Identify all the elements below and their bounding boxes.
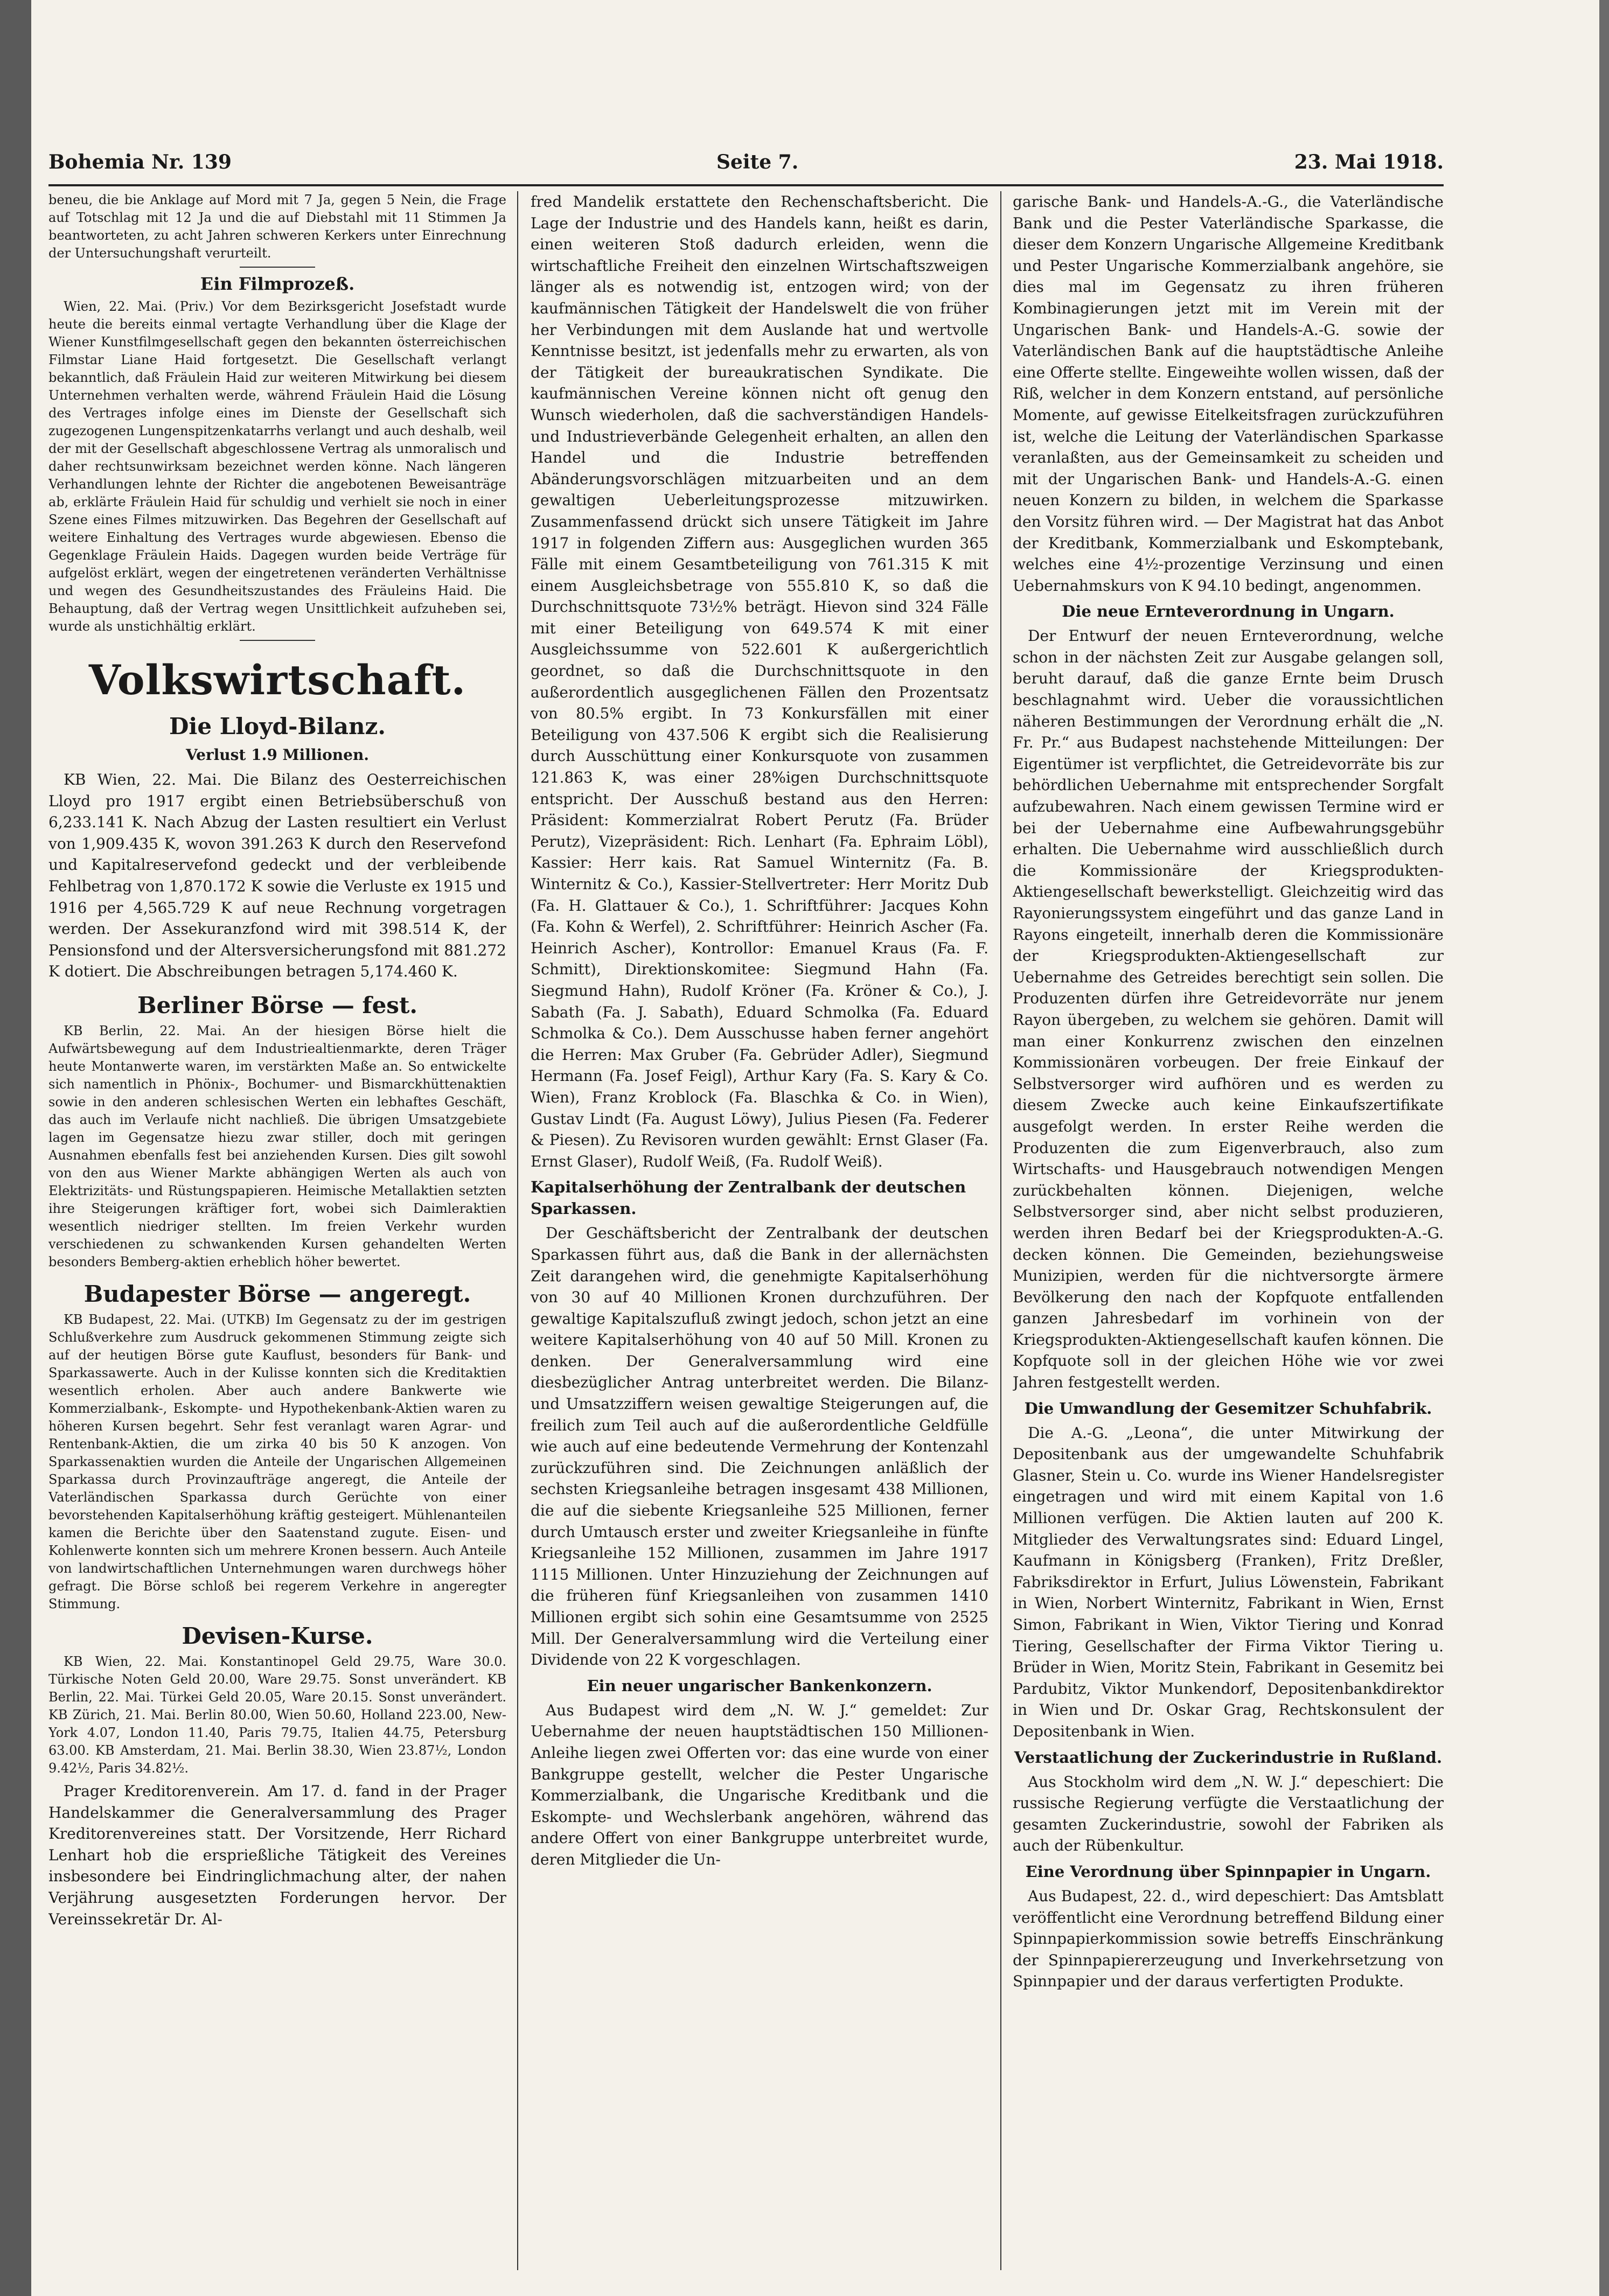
section-title-volkswirtschaft: Volkswirtschaft. — [88, 656, 466, 704]
article-title-spinnpapier: Eine Verordnung über Spinnpapier in Ungarn. — [1025, 1862, 1431, 1881]
article-title-bankkonzern: Ein neuer ungarischer Bankenkonzern. — [587, 1676, 932, 1695]
scan-edge-right — [1599, 0, 1609, 2296]
column-rule-2 — [1000, 191, 1001, 2270]
article-title-schuhfabrik: Die Umwandlung der Gesemitzer Schuhfabrik. — [1024, 1399, 1432, 1418]
divider — [240, 640, 315, 641]
article-text-kreditorenverein: Prager Kreditorenverein. Am 17. d. fand in der Prager Handelskammer die Generalversammlung des Prager Kreditorenvereines statt. Der Vorsitzende, Herr Richard Lenhart hob die ersprießliche Tätigkeit des Vereines insbesondere bei Eindringlichmachung alter, der nahen Verjährung ausgesetzten Forderungen hervor. Der Vereinssekretär Dr. Al- — [48, 1782, 506, 1928]
article-text-bankkonzern-cont: garische Bank- und Handels-A.-G., die Vaterländische Bank und die Pester Vaterländische Sparkasse, die dieser dem Konzern Ungarische Allgemeine Kreditbank und Pester Ungarische Kommerzialbank angehöre, sie dies mal im Gegensatz zu ihren früheren Kombinagierungen jetzt mit im Verein mit der Ungarischen Bank- und Handels-A.-G. sowie der Vaterländischen Bank auf die hauptstädtische Anleihe eine Offerte stellte. Eingeweihte wollen wissen, daß der Riß, welcher in dem Konzern entstand, auf persönliche Momente, auf gewisse Eitelkeitsfragen zurückzuführen ist, welche die Leitung der Vaterländischen Sparkasse veranlaßten, aus der Gemeinsamkeit zu scheiden und mit der Ungarischen Bank- und Handels-A.-G. einen neuen Konzern zu bilden, in welchem die Sparkasse den Vorsitz führen wird. — Der Magistrat hat das Anbot der Kreditbank, Kommerzialbank und Eskomptebank, welches eine 4½-prozentige Verzinsung und einen Uebernahmskurs von K 94.10 bedingt, angenommen. — [1013, 193, 1444, 595]
article-text-filmprozess: Wien, 22. Mai. (Priv.) Vor dem Bezirksgericht Josefstadt wurde heute die bereits einmal vertagte Verhandlung über die Klage der Wiener Kunstfilmgesellschaft gegen den bekannten österreichischen Filmstar Liane Haid fortgesetzt. Die Gesellschaft verlangt bekanntlich, daß Fräulein Haid zur weiteren Mitwirkung bei diesem Unternehmen verhalten werde, während Fräulein Haid die Lösung des Vertrages infolge eines im Dienste der Gesellschaft sich zugezogenen Lungenspitzenkatarrhs verlangt und auch deshalb, weil der mit der Gesellschaft abgeschlossene Vertrag als unmoralisch und daher rechtsunwirksam bezeichnet werden könne. Nach längeren Verhandlungen lehnte der Richter die angebotenen Beweisanträge ab, erklärte Fräulein Haid für schuldig und verhielt sie noch in einer Szene eines Filmes mitzuwirken. Das Begehren der Gesellschaft auf weitere Einhaltung des Vertrages wurde abgewiesen. Ebenso die Gegenklage Fräulein Haids. Dagegen wurden beide Verträge für aufgelöst erklärt, wegen der eingetretenen veränderten Verhältnisse und wegen des Gesundheitszustandes des Fräuleins Haid. Die Behauptung, daß der Vertrag wegen Unsittlichkeit aufzuheben sei, wurde als unstichhältig erklärt. — [48, 299, 506, 634]
article-text-lloyd: KB Wien, 22. Mai. Die Bilanz des Oesterreichischen Lloyd pro 1917 ergibt einen Betriebsüberschuß von 6,233.141 K. Nach Abzug der Lasten resultiert ein Verlust von 1,909.435 K, wovon 391.263 K durch den Reservefond und Kapitalreservefond gedeckt und der verbleibende Fehlbetrag von 1,870.172 K sowie die Verluste ex 1915 und 1916 per 4,565.729 K auf neue Rechnung vorgetragen werden. Der Assekuranzfond wird mit 398.514 K, der Pensionsfond und der Altersversicherungsfond mit 881.272 K dotiert. Die Abschreibungen betragen 5,174.460 K. — [48, 771, 506, 981]
header-rule — [48, 184, 1444, 186]
article-title-filmprozess: Ein Filmprozeß. — [200, 274, 355, 294]
column-3 — [1013, 191, 1444, 2270]
column-rule-1 — [517, 191, 518, 2270]
column-2 — [531, 191, 988, 2270]
header-date: 23. Mai 1918. — [1294, 151, 1444, 173]
column-1 — [48, 191, 506, 2270]
article-text-schuhfabrik: Die A.-G. „Leona“, die unter Mitwirkung der Depositenbank aus der umgewandelte Schuhfabrik Glasner, Stein u. Co. wurde ins Wiener Handelsregister eingetragen und wird mit einem Kapital von 1.6 Millionen verfügen. Die Aktien lauten auf 200 K. Mitglieder des Verwaltungsrates sind: Eduard Lingel, Kaufmann in Königsberg (Franken), Fritz Dreßler, Fabriksdirektor in Erfurt, Julius Löwenstein, Fabrikant in Wien, Norbert Winternitz, Fabrikant in Wien, Ernst Simon, Fabrikant in Wien, Viktor Tiering und Konrad Tiering, Gesellschafter der Firma Viktor Tiering u. Brüder in Wien, Moritz Stein, Fabrikant in Gesemitz bei Pardubitz, Viktor Munkendorf, Depositenbankdirektor in Wien und Dr. Oskar Grag, Rechtskonsulent der Depositenbank in Wien. — [1013, 1423, 1444, 1740]
article-text-zuckerindustrie: Aus Stockholm wird dem „N. W. J.“ depeschiert: Die russische Regierung verfügte die Verstaatlichung der gesamten Zuckerindustrie, sowohl der Fabriken als auch der Rübenkultur. — [1013, 1772, 1444, 1855]
article-title-ernteverordnung: Die neue Ernteverordnung in Ungarn. — [1062, 602, 1395, 621]
article-text-spinnpapier: Aus Budapest, 22. d., wird depeschiert: Das Amtsblatt veröffentlicht eine Verordnung betreffend Bildung einer Spinnpapierkommission sowie betreffs Einschränkung der Spinnpapiererzeugung und Inverkehrsetzung von Spinnpapier und der daraus verfertigten Produkte. — [1013, 1887, 1444, 1991]
divider — [240, 267, 315, 268]
article-text-bankkonzern: Aus Budapest wird dem „N. W. J.“ gemeldet: Zur Uebernahme der neuen hauptstädtischen 150 Millionen-Anleihe liegen zwei Offerten vor: das eine wurde von einer Bankgruppe gestellt, welcher die Pester Ungarische Kommerzialbank, die Ungarische Kreditbank und die Eskompte- und Wechslerbank angehören, während das andere Offert von einer Bankgruppe unterbreitet wurde, deren Mitglieder die Un- — [531, 1701, 988, 1868]
article-text-budapest: KB Budapest, 22. Mai. (UTKB) Im Gegensatz zu der im gestrigen Schlußverkehre zum Ausdruck gekommenen Stimmung zeigte sich auf der heutigen Börse gute Kauflust, besonders für Bank- und Sparkassawerte. Auch in der Kulisse konnten sich die Kreditaktien wesentlich erholen. Aber auch andere Bankwerte wie Kommerzialbank-, Eskompte- und Hypothekenbank-Aktien waren zu höheren Kursen begehrt. Sehr fest veranlagt waren Agrar- und Rentenbank-Aktien, die um zirka 40 bis 50 K anzogen. Von Sparkassenaktien wurden die Anteile der Ungarischen Allgemeinen Sparkassa durch Provinzaufträge angeregt, die Anteile der Vaterländischen Sparkassa durch Gerüchte von einer bevorstehenden Kapitalserhöhung kräftig gesteigert. Mühlenanteilen kamen die Berichte über den Saatenstand zugute. Eisen- und Kohlenwerte konnten sich um mehrere Kronen bessern. Auch Anteile von landwirtschaftlichen Unternehmungen waren durchwegs höher gefragt. Die Börse schloß bei regerem Verkehre in angeregter Stimmung. — [48, 1311, 506, 1611]
article-text-ernteverordnung: Der Entwurf der neuen Ernteverordnung, welche schon in der nächsten Zeit zur Ausgabe gelangen soll, beruht darauf, daß die ganze Ernte beim Drusch beschlagnahmt wird. Ueber die voraussichtlichen näheren Bestimmungen der Verordnung erhält die „N. Fr. Pr.“ aus Budapest nachstehende Mitteilungen: Der Eigentümer ist verpflichtet, die Getreidevorräte bis zur behördlichen Uebernahme mit entsprechender Sorgfalt aufzubewahren. Nach einem gewissen Termine wird er bei der Uebernahme eine Aufbewahrungsgebühr erhalten. Die Uebernahme wird ausschließlich durch die Kommissionäre der Kriegsprodukten-Aktiengesellschaft bewerkstelligt. Gleichzeitig wird das Rayonierungssystem eingeführt und das ganze Land in Rayons eingeteilt, innerhalb deren die Kommissionäre der Kriegsprodukten-Aktiengesellschaft zur Uebernahme des Getreides berechtigt sein sollen. Die Produzenten dürfen ihre Getreidevorräte nur jenem Rayon übergeben, zu welchem sie gehören. Damit will man einer Konkurrenz zwischen den einzelnen Kommissionären vorbeugen. Der freie Einkauf der Selbstversorger wird aufhören und es werden zu diesem Zwecke auch keine Einkaufszertifikate ausgefolgt werden. In erster Reihe werden die Produzenten die zum Eigenverbrauch, also zum Wirtschafts- und Hausgebrauch notwendigen Mengen zurückbehalten können. Diejenigen, welche Selbstversorger sind, aber nicht selbst produzieren, werden ihren Bedarf bei der Kriegsprodukten-A.-G. decken können. Die Gemeinden, beziehungsweise Munizipien, werden für die nichtversorgte ärmere Bevölkerung den nach der Kopfquote entfallenden ganzen Jahresbedarf im vorhinein von der Kriegsprodukten-Aktiengesellschaft kaufen können. Die Kopfquote soll in der gleichen Höhe wie vor zwei Jahren festgestellt werden. — [1013, 627, 1444, 1392]
article-text-zentralbank: Der Geschäftsbericht der Zentralbank der deutschen Sparkassen führt aus, daß die Bank in der allernächsten Zeit darangehen wird, die genehmigte Kapitalserhöhung von 30 auf 40 Millionen Kronen durchzuführen. Der gewaltige Kapitalszufluß zwingt jedoch, schon jetzt an eine weitere Kapitalserhöhung von 40 auf 50 Mill. Kronen zu denken. Der Generalversammlung wird eine diesbezüglicher Antrag unterbreitet werden. Die Bilanz- und Umsatzziffern weisen gewaltige Steigerungen auf, die freilich zum Teil auch auf die außerordentliche Geldfülle wie auch auf eine bedeutende Vermehrung der Kontenzahl zurückzuführen sind. Die Zeichnungen anläßlich der sechsten Kriegsanleihe betragen insgesamt 438 Millionen, die auf die siebente Kriegsanleihe 525 Millionen, ferner durch Umtausch erster und zweiter Kriegsanleihe in fünfte Kriegsanleihe 152 Millionen, zusammen im Jahre 1917 1115 Millionen. Unter Hinzuziehung der Zeichnungen auf die früheren fünf Kriegsanleihen von zusammen 1410 Millionen ergibt sich sohin eine Gesamtsumme von 2525 Mill. Der Generalversammlung wird die Verteilung einer Dividende von 22 K vorgeschlagen. — [531, 1224, 988, 1669]
article-text-berlin: KB Berlin, 22. Mai. An der hiesigen Börse hielt die Aufwärtsbewegung auf dem Industriealtienmarkte, deren Träger heute Montanwerte waren, im verstärkten Maße an. So entwickelte sich namentlich in Phönix-, Bochumer- und Bismarckhüttenaktien sowie in den anderen schlesischen Werten ein lebhaftes Geschäft, das auch im Verlaufe nicht nachließ. Die übrigen Umsatzgebiete lagen im Gegensatze hiezu zwar stiller, doch mit geringen Ausnahmen ebenfalls fest bei anziehenden Kursen. Dies gilt sowohl von den aus Wiener Markte abhängigen Werten als auch von Elektrizitäts- und Rüstungspapieren. Heimische Metallaktien setzten ihre Steigerungen kräftiger fort, wobei sich Daimleraktien wesentlich niedriger stellten. Im freien Verkehr wurden verschiedenen zu schwankenden Kursen gehandelten Werten besonders Bemberg-aktien erheblich höher bewertet. — [48, 1023, 506, 1269]
article-title-devisen: Devisen-Kurse. — [182, 1622, 373, 1649]
article-title-berlin: Berliner Börse — fest. — [137, 992, 417, 1018]
article-text-devisen: KB Wien, 22. Mai. Konstantinopel Geld 29.75, Ware 30.0. Türkische Noten Geld 20.00, Ware 29.75. Sonst unverändert. KB Berlin, 22. Mai. Türkei Geld 20.05, Ware 20.15. Sonst unverändert. KB Zürich, 21. Mai. Berlin 80.00, Wien 50.60, Holland 223.00, New-York 4.07, London 11.40, Paris 79.75, Italien 44.75, Petersburg 63.00. KB Amsterdam, 21. Mai. Berlin 38.30, Wien 23.87½, London 9.42½, Paris 34.82½. — [48, 1653, 506, 1776]
article-title-lloyd: Die Lloyd-Bilanz. — [169, 713, 386, 739]
scan-edge-left — [0, 0, 31, 2296]
article-subtitle-lloyd: Verlust 1.9 Millionen. — [185, 746, 370, 764]
header-publication: Bohemia Nr. 139 — [48, 151, 232, 173]
article-text-kreditorenverein-cont: fred Mandelik erstattete den Rechenschaftsbericht. Die Lage der Industrie und des Handels kann, heißt es darin, einen weiteren Stoß dadurch erleiden, wenn die wirtschaftliche Freiheit den einzelnen Wirtschaftszweigen länger als es notwendig ist, entzogen wird; von der kaufmännischen Tätigkeit der Handelswelt die von früher her Verbindungen mit dem Auslande hat und wertvolle Kenntnisse besitzt, ist jedenfalls mehr zu erwarten, als von der Tätigkeit der bureaukratischen Syndikate. Die kaufmännischen Vereine können nicht oft genug den Wunsch wiederholen, daß die sachverständigen Handels- und Industrieverbände Gelegenheit erhalten, an allen den Handel und die Industrie betreffenden Abänderungsvorschlägen mitzuarbeiten und an dem gewaltigen Ueberleitungsprozesse mitzuwirken. Zusammenfassend drückt sich unsere Tätigkeit im Jahre 1917 in folgenden Ziffern aus: Ausgeglichen wurden 365 Fälle mit einem Gesamtbeteiligung von 761.315 K mit einem Ausgleichsbetrage von 555.810 K, so daß die Durchschnittsquote 73½% beträgt. Hievon sind 324 Fälle mit einer Beteiligung von 649.574 K mit einer Ausgleichssumme von 522.601 K außergerichtlich geordnet, so daß die Durchschnittsquote in den außerordentlich ausgeglichenen Fällen den Prozentsatz von 80.5% ergibt. In 73 Konkursfällen mit einer Beteiligung von 437.506 K ergibt sich die Realisierung durch Ausschüttung einer Konkursquote von zusammen 121.863 K, was einer 28%igen Durchschnittsquote entspricht. Der Ausschuß bestand aus den Herren: Präsident: Kommerzialrat Robert Perutz (Fa. Brüder Perutz), Vizepräsident: Rich. Lenhart (Fa. Ephraim Löbl), Kassier: Herr kais. Rat Samuel Winternitz (Fa. B. Winternitz & Co.), Kassier-Stellvertreter: Herr Moritz Dub (Fa. H. Glattauer & Co.), 1. Schriftführer: Jacques Kohn (Fa. Kohn & Werfel), 2. Schriftführer: Heinrich Ascher (Fa. Heinrich Ascher), Kontrollor: Emanuel Kraus (Fa. F. Schmitt), Direktionskomitee: Siegmund Hahn (Fa. Siegmund Hahn), Rudolf Kröner (Fa. Kröner & Co.), J. Sabath (Fa. J. Sabath), Eduard Schmolka (Fa. Eduard Schmolka & Co.). Dem Ausschusse haben ferner angehört die Herren: Max Gruber (Fa. Gebrüder Adler), Siegmund Hermann (Fa. Josef Feigl), Arthur Kary (Fa. S. Kary & Co. Wien), Franz Kroblock (Fa. Blaschka & Co. in Wien), Gustav Lindt (Fa. August Löwy), Julius Piesen (Fa. Federer & Piesen). Zu Revisoren wurden gewählt: Ernst Glaser (Fa. Ernst Glaser), Rudolf Weiß, (Fa. Rudolf Weiß). — [531, 193, 988, 1170]
header-page-number: Seite 7. — [716, 151, 799, 173]
article-title-zentralbank: Kapitalserhöhung der Zentralbank der deutschen Sparkassen. — [531, 1178, 966, 1218]
page-header — [48, 151, 1444, 183]
trial-verdict-text: beneu, die bie Anklage auf Mord mit 7 Ja, gegen 5 Nein, die Frage auf Totschlag mit 12 Ja und die auf Diebstahl mit 11 Stimmen Ja beantworteten, zu acht Jahren schweren Kerkers unter Einrechnung der Untersuchungshaft verurteilt. — [48, 192, 506, 261]
article-title-zuckerindustrie: Verstaatlichung der Zuckerindustrie in Rußland. — [1014, 1748, 1443, 1767]
article-title-budapest: Budapester Börse — angeregt. — [83, 1280, 471, 1307]
